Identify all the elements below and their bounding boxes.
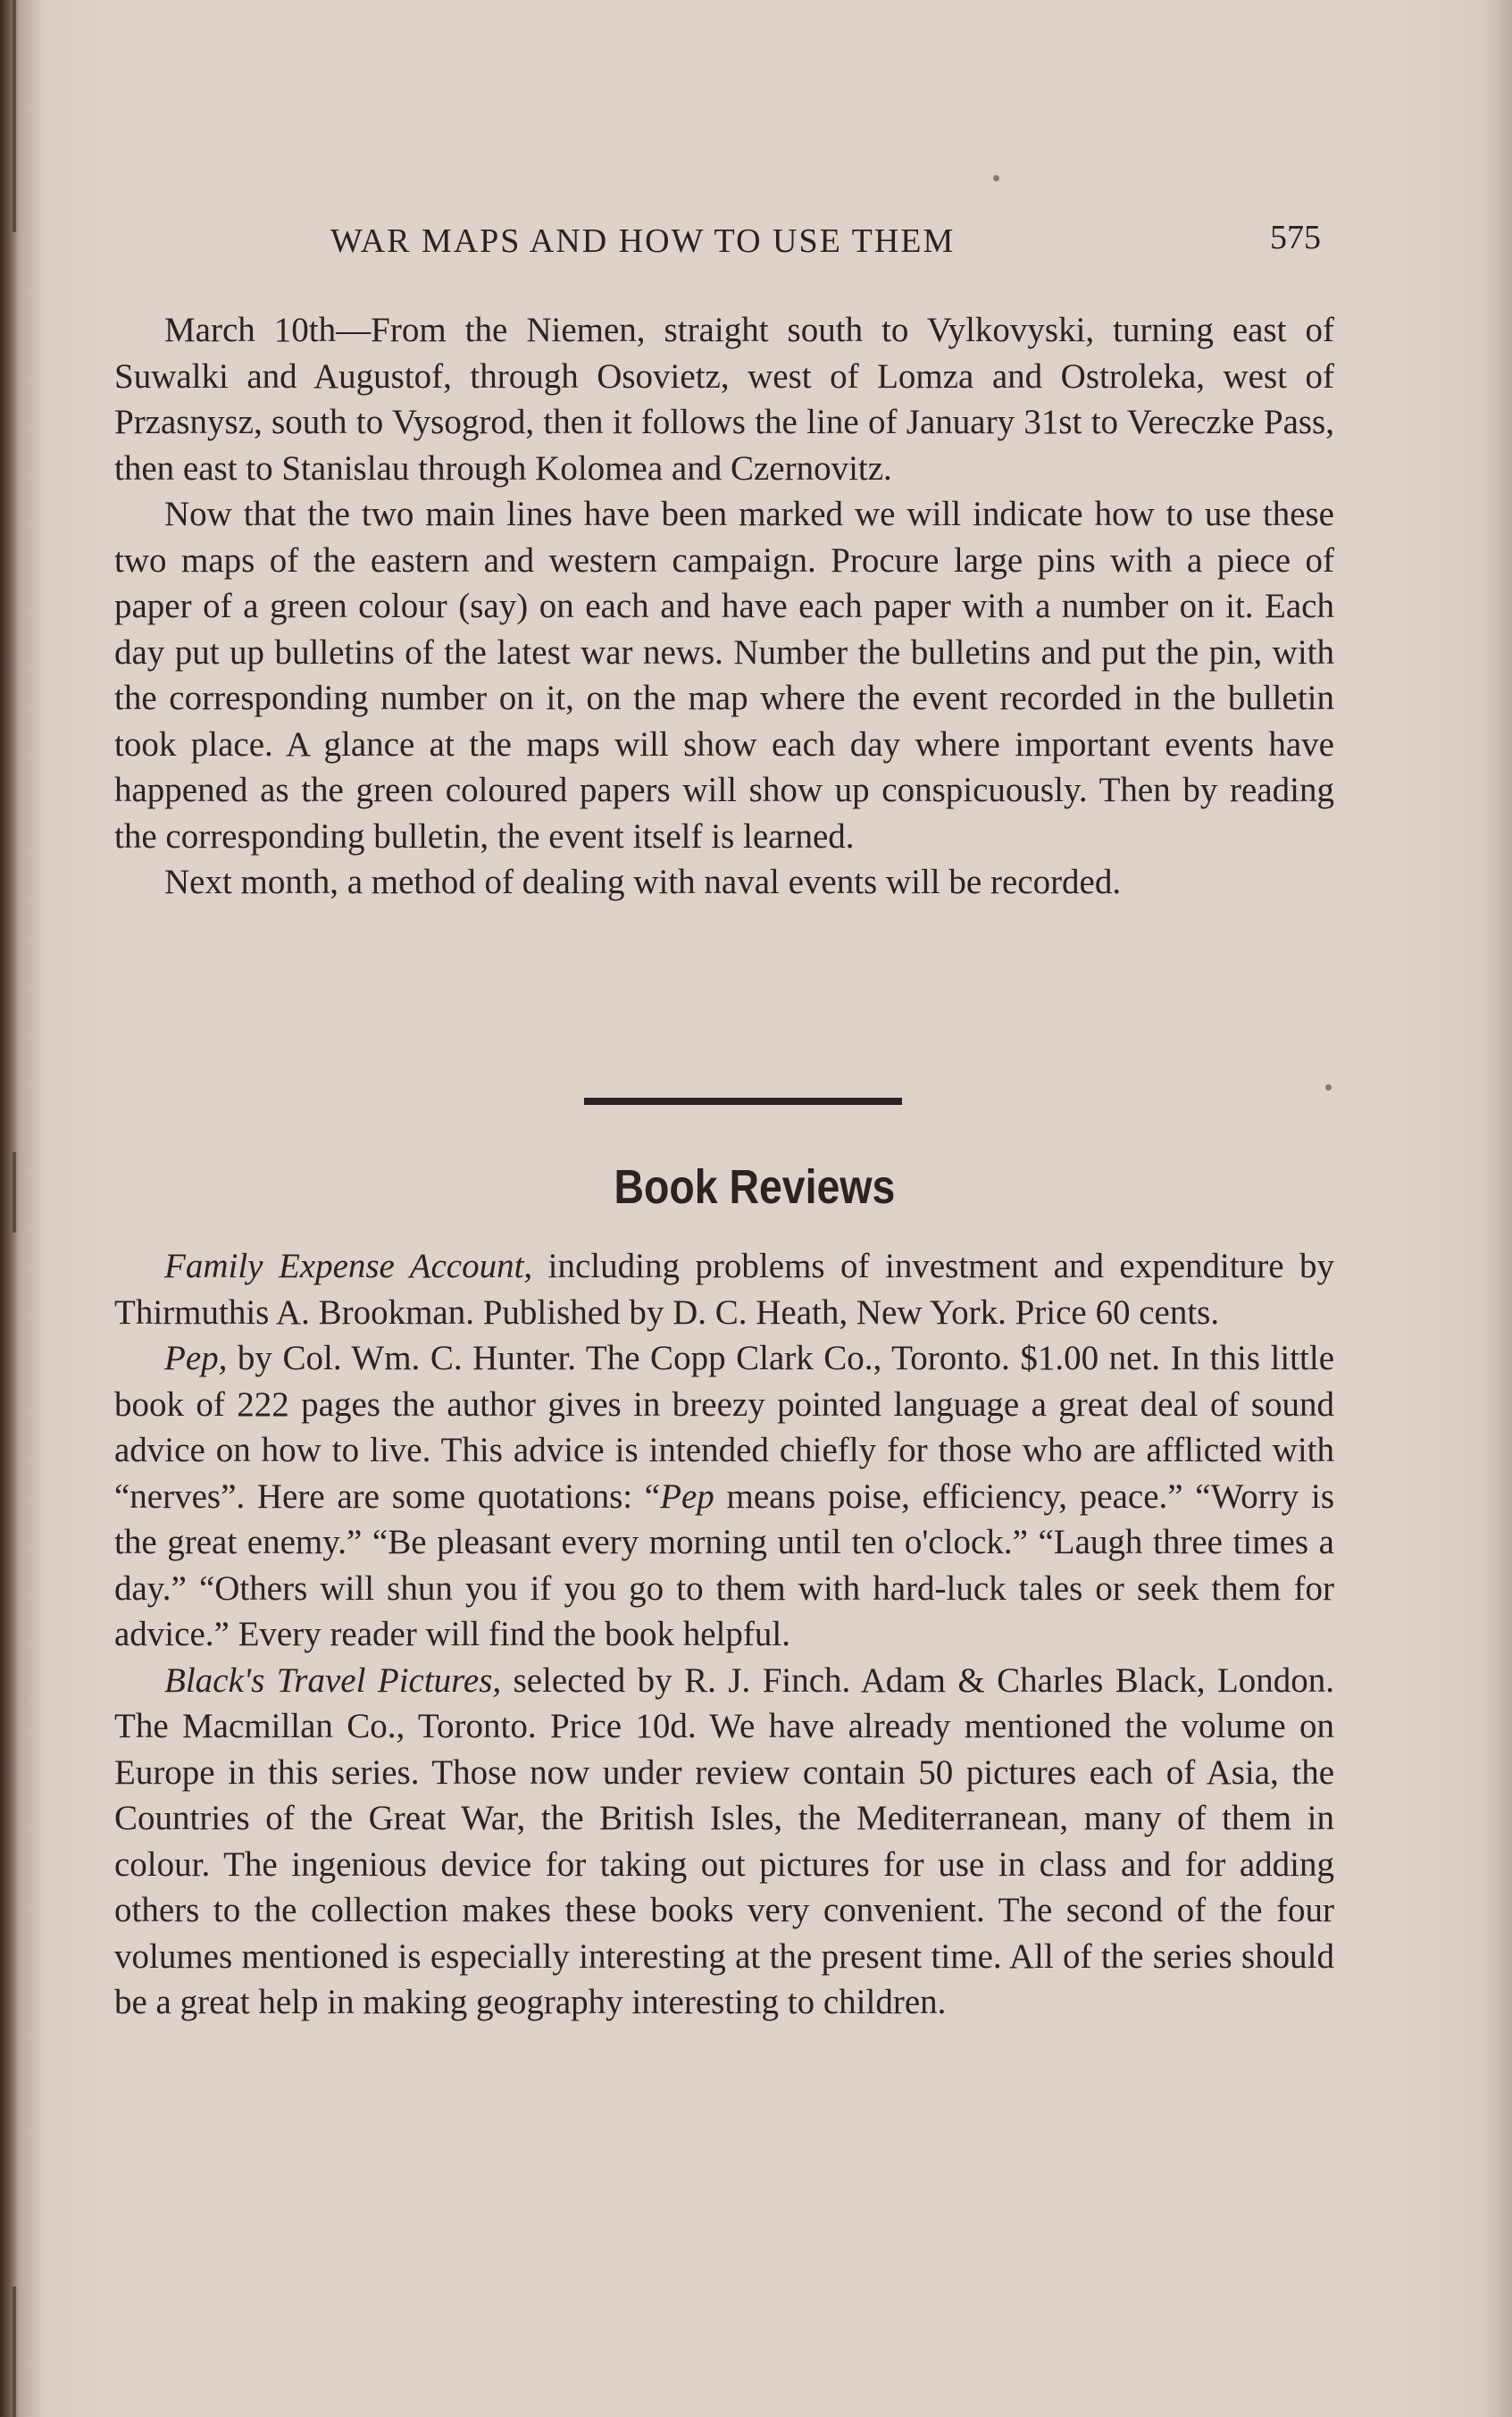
review-text: including problems of investment and expenditure by Thirmuthis A. Brookman. Published by D. C. Heath, New York. Price 60 cents. (114, 1247, 1334, 1332)
article-body (114, 307, 1334, 906)
article-paragraph: Now that the two main lines have been marked we will indicate how to use these two maps of the eastern and western campaign. Procure large pins with a piece of paper of a green colour (say) on each and have each paper with a number on it. Each day put up bulletins of the latest war news. Number the bulletins and put the pin, with the corresponding number on it, on the map where the event recorded in the bulletin took place. A glance at the maps will show each day where important events have happened as the green coloured papers will show up conspicuously. Then by reading the corresponding bulletin, the event itself is learned. (114, 495, 1334, 856)
review-book-title: Pep, (164, 1339, 228, 1377)
review-entry (114, 1658, 1334, 2026)
section-title: Book Reviews (614, 1160, 896, 1214)
paper-speck (1325, 1084, 1332, 1091)
binding-shadow (13, 1152, 16, 1233)
review-text: means poise, efficiency, peace.” “Worry is the great enemy.” “Be pleasant every morning until ten o'clock.” “Laugh three times a day.” “Others will shun you if you go to them with hard-luck tales or seek them for advice.” Every reader will find the book helpful. (114, 1476, 1335, 1653)
review-text: selected by R. J. Finch. Adam & Charles Black, London. The Macmillan Co., Toronto. Price 10d. We have already mentioned the volume on Europe in this series. Those now under review contain 50 pictures each of Asia, the Countries of the Great War, the British Isles, the Mediterranean, many of them in colour. The ingenious device for taking out pictures for use in class and for adding others to the collection makes these books very convenient. The second of the four volumes mentioned is especially interesting at the present time. All of the series should be a great help in making geography interesting to children. (114, 1660, 1334, 2021)
reviews-body (114, 1243, 1334, 2026)
article-paragraph: March 10th—From the Niemen, straight south to Vylkovyski, turning east of Suwalki and Augustof, through Osovietz, west of Lomza and Ostroleka, west of Przasnysz, south to Vysogrod, then it follows the line of January 31st to Vereczke Pass, then east to Stanislau through Kolomea and Czernovitz. (114, 311, 1334, 488)
section-divider (584, 1098, 902, 1105)
review-entry (114, 1335, 1334, 1658)
review-entry (114, 1243, 1334, 1335)
review-book-title: Black's Travel Pictures, (164, 1660, 502, 1700)
article-paragraph: Next month, a method of dealing with naval events will be recorded. (164, 863, 1122, 901)
review-quote-italic: Pep (660, 1476, 714, 1516)
page-number: 575 (1270, 219, 1321, 256)
paper-speck (993, 175, 999, 181)
binding-shadow (13, 2287, 16, 2417)
running-head: WAR MAPS AND HOW TO USE THEM (330, 222, 956, 260)
binding-shadow (13, 0, 16, 232)
review-book-title: Family Expense Account, (164, 1247, 533, 1285)
review-text: by Col. Wm. C. Hunter. The Copp Clark Co., Toronto. $1.00 net. In this little book of 222 pages the author gives in breezy pointed language a great deal of sound advice on how to live. This advice is intended chiefly for those who are afflicted with “nerves”. Here are some quotations: “ (114, 1339, 1334, 1516)
